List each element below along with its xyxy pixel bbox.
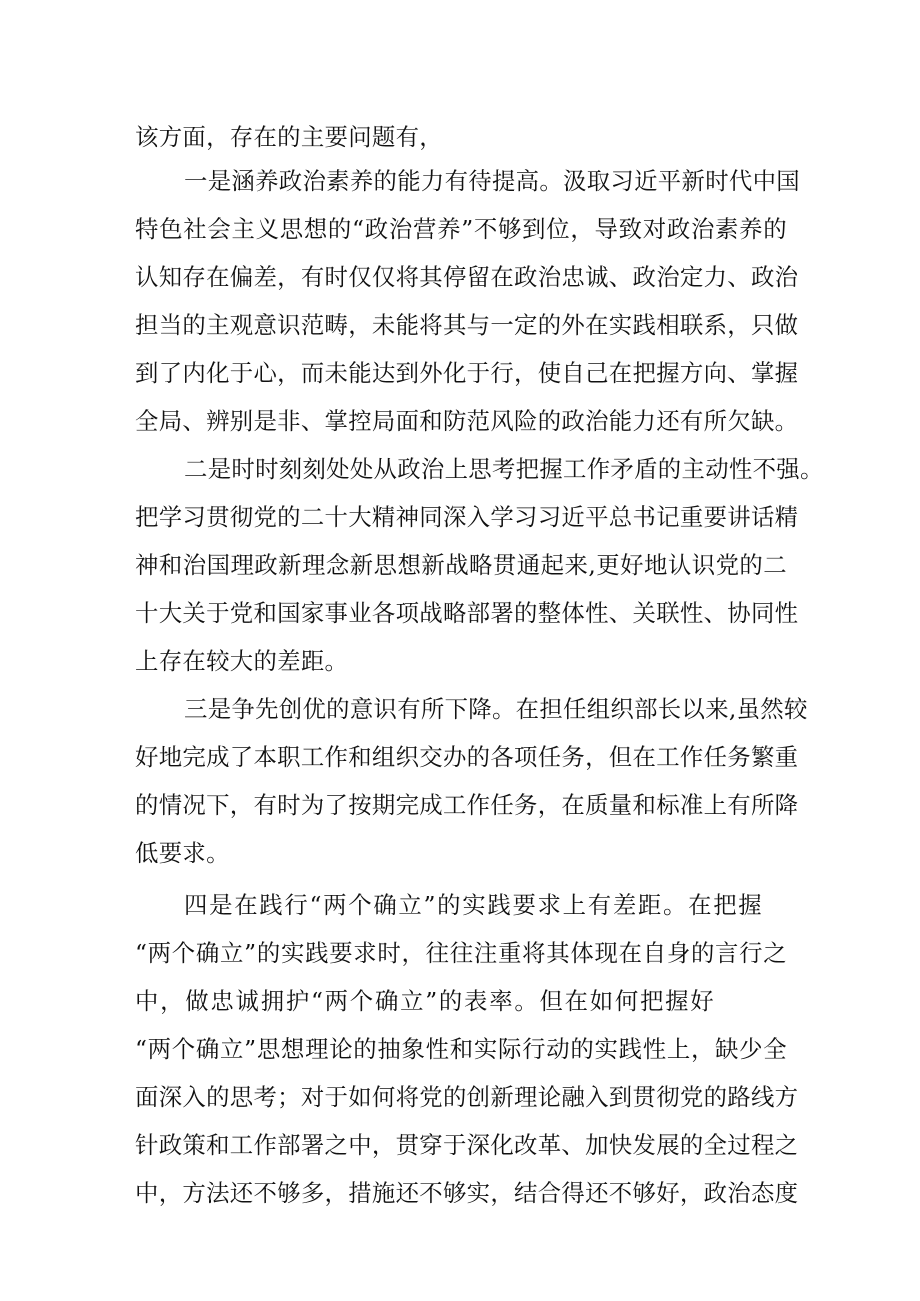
text-line: 低要求。 [135,839,230,867]
text-line: 把学习贯彻党的二十大精神同深入学习习近平总书记重要讲话精 [135,503,799,531]
text-line: 上存在较大的差距。 [135,647,349,675]
text-line: 面深入的思考；对于如何将党的创新理论融入到贯彻党的路线方 [135,1083,799,1111]
text-line: 特色社会主义思想的“政治营养”不够到位，导致对政治素养的 [135,215,787,243]
text-line: 中，方法还不够多，措施还不够实，结合得还不够好，政治态度 [135,1179,799,1207]
text-line: 到了内化于心，而未能达到外化于行，使自己在把握方向、掌握 [135,359,799,387]
text-line: 认知存在偏差，有时仅仅将其停留在政治忠诚、政治定力、政治 [135,263,799,291]
text-line: 神和治国理政新理念新思想新战略贯通起来,更好地认识党的二 [135,551,787,579]
text-line: “两个确立”思想理论的抽象性和实际行动的实践性上，缺少全 [135,1035,787,1063]
text-line: 担当的主观意识范畴，未能将其与一定的外在实践相联系，只做 [135,311,799,339]
text-line: 的情况下，有时为了按期完成工作任务，在质量和标准上有所降 [135,791,799,819]
paragraph-3-first-line: 三是争先创优的意识有所下降。在担任组织部长以来,虽然较 [184,695,808,723]
text-line: 十大关于党和国家事业各项战略部署的整体性、关联性、协同性 [135,599,799,627]
text-line: 好地完成了本职工作和组织交办的各项任务，但在工作任务繁重 [135,743,799,771]
paragraph-4-first-line: 四是在践行“两个确立”的实践要求上有差距。在把握 [184,891,762,919]
text-line: 全局、辨别是非、掌控局面和防范风险的政治能力还有所欠缺。 [135,407,799,435]
text-line: “两个确立”的实践要求时，往往注重将其体现在自身的言行之 [135,939,787,967]
paragraph-2-first-line: 二是时时刻刻处处从政治上思考把握工作矛盾的主动性不强。 [184,455,824,483]
text-line: 中，做忠诚拥护“两个确立”的表率。但在如何把握好 [135,987,714,1015]
text-line: 该方面，存在的主要问题有， [135,123,443,151]
paragraph-1-first-line: 一是涵养政治素养的能力有待提高。汲取习近平新时代中国 [184,167,800,195]
text-line: 针政策和工作部署之中，贯穿于深化改革、加快发展的全过程之 [135,1131,799,1159]
